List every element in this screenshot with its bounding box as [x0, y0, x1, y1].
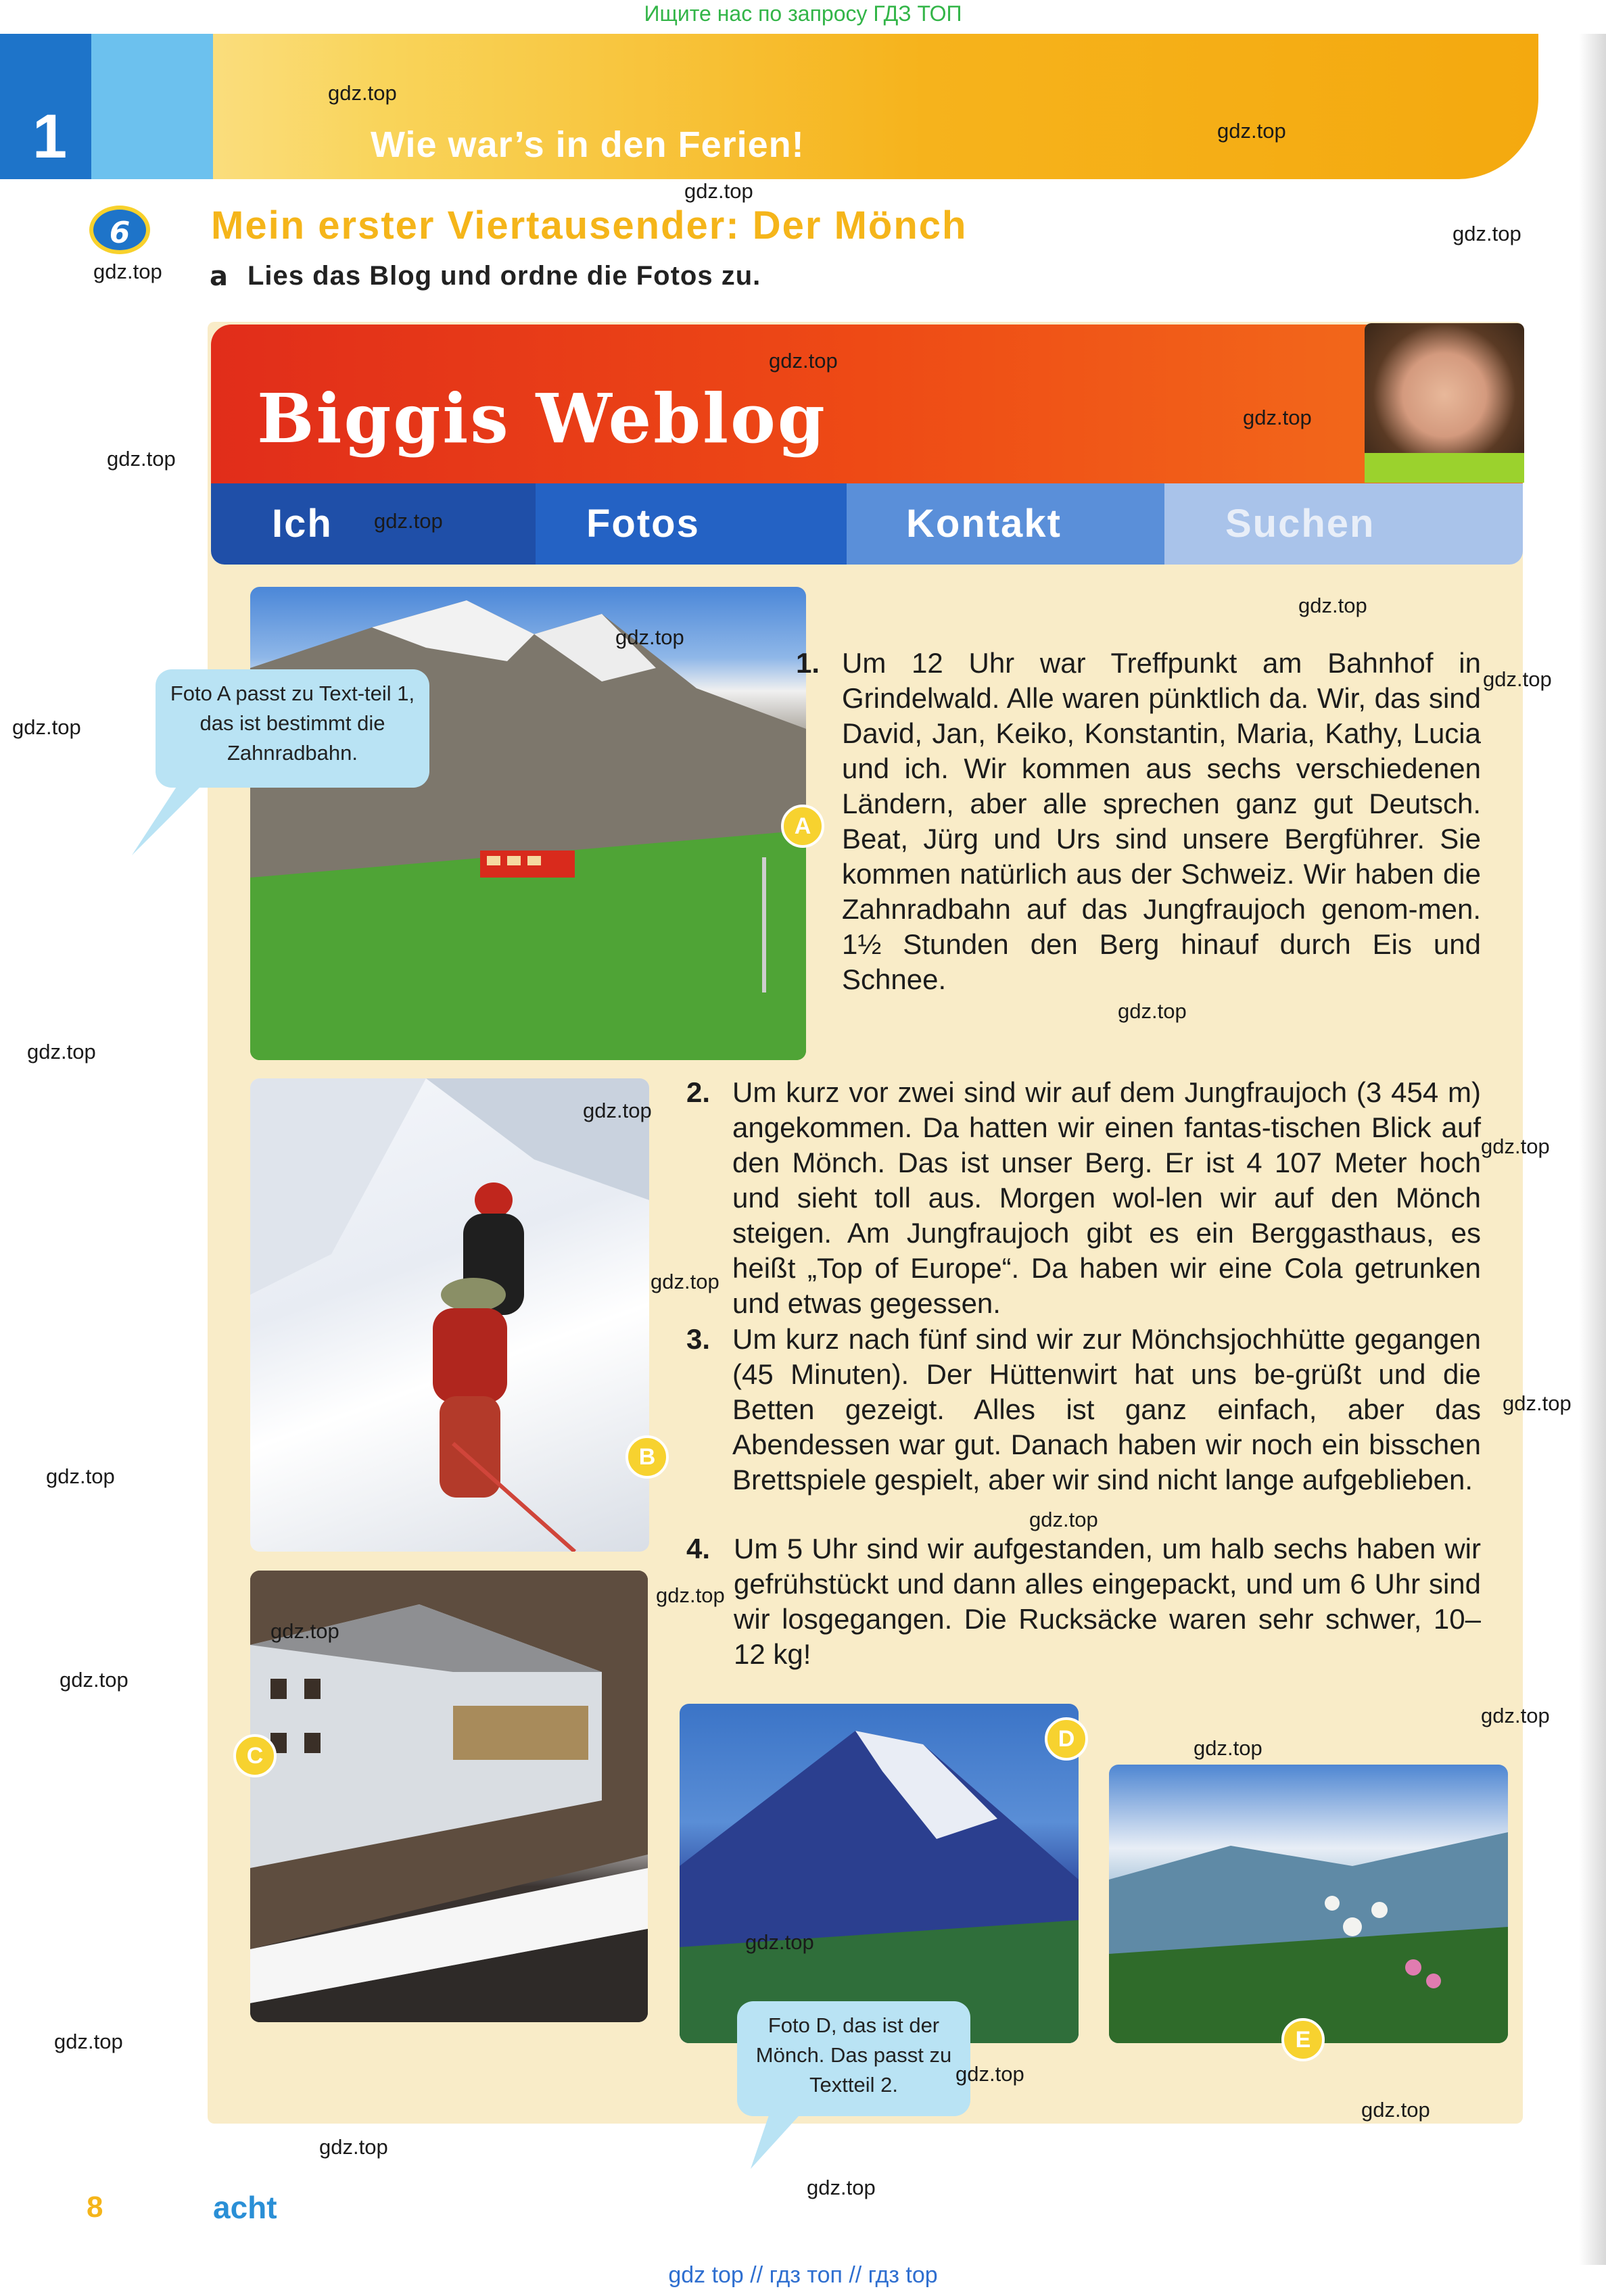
photo-e-edelweiss	[1109, 1765, 1508, 2043]
nav-tab-label: Fotos	[586, 502, 700, 546]
watermark: gdz.top	[769, 349, 838, 373]
watermark: gdz.top	[374, 509, 443, 533]
watermark: gdz.top	[270, 1619, 339, 1643]
text-part-3	[686, 1322, 1481, 1498]
text-part-1-number: 1.	[796, 647, 820, 679]
photo-badge-e: E	[1281, 2018, 1325, 2061]
exercise-title: Mein erster Viertausender: Der Mönch	[211, 204, 968, 247]
watermark: gdz.top	[955, 2062, 1024, 2086]
watermark: gdz.top	[1503, 1391, 1572, 1415]
chapter-number: 1	[32, 102, 68, 171]
speech-bubble-d-tail	[751, 2109, 818, 2170]
watermark: gdz.top	[107, 447, 176, 471]
page-number-word: acht	[213, 2190, 277, 2225]
photo-d-illustration	[680, 1704, 1079, 2043]
watermark: gdz.top	[328, 81, 397, 105]
bottom-banner: gdz top // гдз топ // гдз top	[668, 2262, 938, 2288]
watermark: gdz.top	[1481, 1134, 1550, 1158]
watermark: gdz.top	[1194, 1736, 1262, 1760]
photo-e-illustration	[1109, 1765, 1508, 2043]
task-instruction: Lies das Blog und ordne die Fotos zu.	[247, 261, 761, 291]
watermark: gdz.top	[1298, 594, 1367, 617]
text-part-2-body: Um kurz vor zwei sind wir auf dem Jungfraujoch (3 454 m) angekommen. Da hatten wir einen fantas-tischen Blick auf den Mönch. Das ist unser Berg. Er ist 4 107 Meter hoch und sieht toll aus. Morgen wol-len wir auf den Mönch steigen. Am Jungfraujoch gibt es ein Berggasthaus, es heißt „Top of Europe“. Da haben wir eine Cola getrunken und etwas gegessen.	[732, 1076, 1481, 1319]
photo-a-illustration	[250, 587, 806, 1060]
text-part-2	[686, 1075, 1481, 1321]
task-letter: a	[210, 261, 228, 292]
text-part-1-body: Um 12 Uhr war Treffpunkt am Bahnhof in Grindelwald. Alle waren pünktlich da. Wir, das sind David, Jan, Keiko, Konstantin, Maria, Kathy, Lucia und ich. Wir kommen aus sechs verschiedenen Ländern, aber alle sprechen ganz gut Deutsch. Beat, Jürg und Urs sind unsere Bergführer. Sie kommen natürlich aus der Schweiz. Wir haben die Zahnradbahn auf das Jungfraujoch genom-men. 1½ Stunden den Berg hinauf durch Eis und Schnee.	[842, 647, 1481, 995]
watermark: gdz.top	[656, 1583, 725, 1607]
avatar-shirt	[1365, 453, 1524, 483]
nav-tab-label: Kontakt	[906, 502, 1062, 546]
watermark: gdz.top	[1361, 2098, 1430, 2122]
nav-tab-kontakt[interactable]	[847, 483, 1164, 565]
top-banner: Ищите нас по запросу ГДЗ ТОП	[644, 1, 962, 26]
text-part-1	[796, 646, 1481, 997]
photo-badge-d: D	[1045, 1717, 1088, 1761]
speech-bubble-a-tail	[132, 778, 213, 859]
photo-d-moench	[680, 1704, 1079, 2043]
watermark: gdz.top	[93, 260, 162, 283]
nav-tab-label: Ich	[272, 502, 333, 546]
watermark: gdz.top	[1029, 1508, 1098, 1531]
text-part-3-body: Um kurz nach fünf sind wir zur Mönchsjochhütte gegangen (45 Minuten). Der Hüttenwirt hat uns be-grüßt und die Betten gezeigt. Alles ist ganz einfach, aber das Abendessen war gut. Danach haben wir noch ein bisschen Brettspiele gespielt, aber wir sind nicht lange aufgeblieben.	[732, 1323, 1481, 1496]
watermark: gdz.top	[684, 179, 753, 203]
speech-bubble-d: Foto D, das ist der Mönch. Das passt zu Textteil 2.	[737, 2001, 970, 2116]
watermark: gdz.top	[1243, 406, 1312, 429]
watermark: gdz.top	[651, 1270, 719, 1293]
watermark: gdz.top	[583, 1099, 652, 1122]
page-number: 8	[87, 2191, 103, 2224]
watermark: gdz.top	[1453, 222, 1521, 245]
nav-tab-fotos[interactable]	[536, 483, 847, 565]
watermark: gdz.top	[319, 2135, 388, 2159]
photo-badge-a: A	[781, 805, 824, 848]
speech-bubble-a: Foto A passt zu Text-teil 1, das ist bestimmt die Zahnradbahn.	[156, 669, 429, 788]
watermark: gdz.top	[807, 2176, 876, 2199]
watermark: gdz.top	[27, 1040, 96, 1063]
watermark: gdz.top	[46, 1464, 115, 1488]
watermark: gdz.top	[54, 2030, 123, 2053]
watermark: gdz.top	[1118, 999, 1187, 1023]
photo-badge-b: B	[625, 1435, 669, 1479]
watermark: gdz.top	[1483, 667, 1552, 691]
nav-tab-suchen[interactable]	[1164, 483, 1523, 565]
exercise-number-badge: 6	[89, 206, 150, 254]
photo-a-cog-railway	[250, 587, 806, 1060]
watermark: gdz.top	[1481, 1704, 1550, 1727]
text-part-2-number: 2.	[686, 1076, 711, 1108]
chapter-accent-box	[91, 34, 213, 179]
watermark: gdz.top	[615, 625, 684, 649]
watermark: gdz.top	[60, 1668, 128, 1692]
nav-tab-ich[interactable]	[211, 483, 536, 565]
text-part-4-number: 4.	[686, 1533, 711, 1564]
watermark: gdz.top	[1217, 119, 1286, 143]
photo-b-climbers	[250, 1078, 649, 1552]
blog-title: Biggis Weblog	[257, 379, 827, 458]
photo-badge-c: C	[233, 1734, 277, 1777]
page-edge-shadow	[1579, 34, 1606, 2265]
watermark: gdz.top	[745, 1930, 814, 1954]
photo-b-illustration	[250, 1078, 649, 1552]
text-part-4-body: Um 5 Uhr sind wir aufgestanden, um halb sechs haben wir gefrühstückt und dann alles eingepackt, und um 6 Uhr sind wir losgegangen. Die Rucksäcke waren sehr schwer, 10–12 kg!	[734, 1533, 1481, 1670]
chapter-title: Wie war’s in den Ferien!	[371, 124, 805, 165]
text-part-3-number: 3.	[686, 1323, 711, 1355]
nav-tab-label: Suchen	[1225, 502, 1375, 546]
watermark: gdz.top	[12, 715, 81, 739]
